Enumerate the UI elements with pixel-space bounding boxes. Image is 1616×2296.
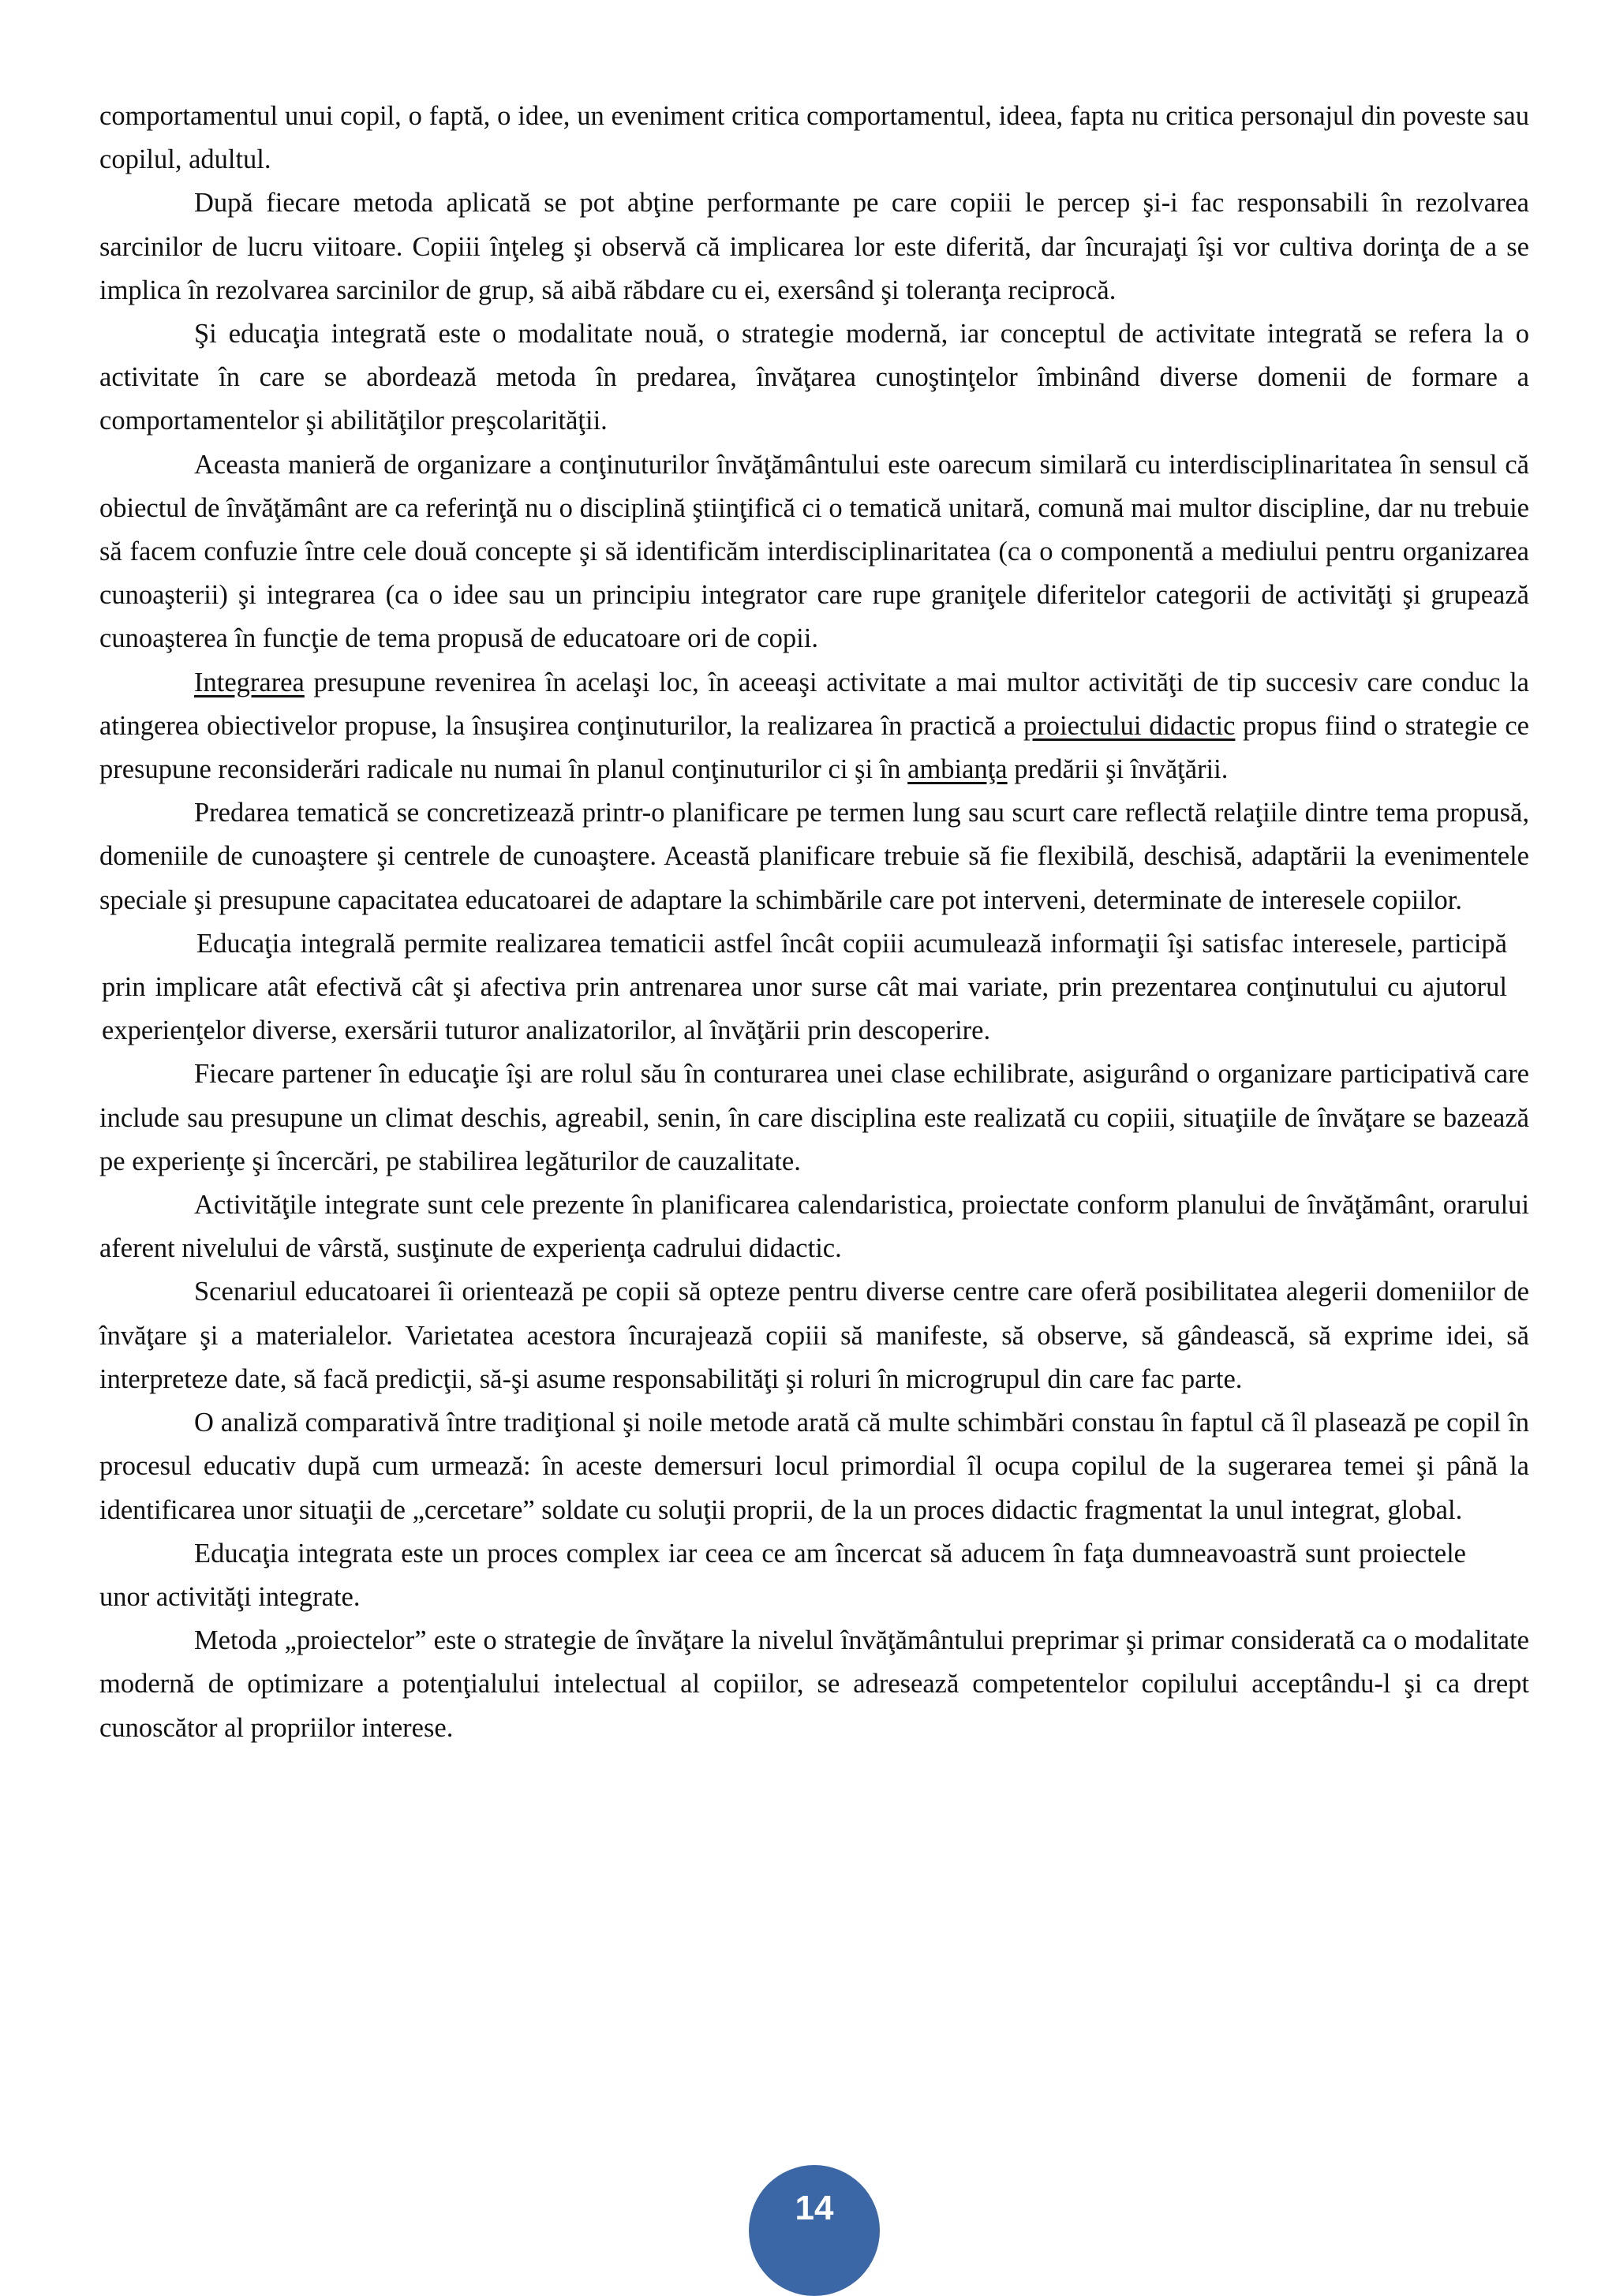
paragraph-9 — [99, 1184, 1529, 1270]
page-number-badge — [749, 2165, 880, 2296]
paragraph-6 — [99, 791, 1529, 922]
paragraph-1 — [99, 95, 1529, 181]
paragraph-13 — [99, 1619, 1529, 1750]
paragraph-4 — [99, 443, 1529, 661]
underlined-term-integrarea: Integrarea — [194, 667, 305, 697]
paragraph-text: Predarea tematică se concretizează printr-o planificare pe termen lung sau scurt care reflectă relaţiile dintre tema propusă, domeniile de cunoaştere şi centrele de cunoaştere. Această planificare trebuie să fie flexibilă, deschisă, adaptării la evenimentele speciale şi presupune capacitatea educatoarei de adaptare la schimbările care pot interveni, determinate de interesele copiilor. — [99, 798, 1529, 915]
paragraph-text: propus fiind o strategie ce presupune reconsiderări radicale nu numai în planul conţinuturilor ci şi în — [99, 710, 1529, 785]
paragraph-5 — [99, 661, 1529, 792]
paragraph-text: Educaţia integrata este un proces complex iar ceea ce am încercat să aducem în faţa dumneavoastră sunt proiectele unor activităţi integrate. — [99, 1538, 1466, 1612]
paragraph-7 — [99, 922, 1529, 1053]
paragraph-text: comportamentul unui copil, o faptă, o idee, un eveniment critica comportamentul, ideea, fapta nu critica personajul din poveste sau copilul, adultul. — [99, 101, 1529, 175]
paragraph-text: După fiecare metoda aplicată se pot abţine performante pe care copiii le percep şi-i fac responsabili în rezolvarea sarcinilor de lucru viitoare. Copiii înţeleg şi observă că implicarea lor este diferită, dar încurajaţi îşi vor cultiva dorinţa de a se implica în rezolvarea sarcinilor de grup, să aibă răbdare cu ei, exersând şi toleranţa reciprocă. — [99, 188, 1529, 305]
underlined-term-ambianta: ambianţa — [907, 754, 1008, 785]
paragraph-text: Metoda „proiectelor” este o strategie de învăţare la nivelul învăţământului preprimar şi primar considerată ca o modalitate modernă de optimizare a potenţialului intelectual al copiilor, se adresează competentelor copilului acceptându-l şi ca drept cunoscător al propriilor interese. — [99, 1625, 1529, 1743]
paragraph-10 — [99, 1270, 1529, 1401]
underlined-term-proiectului-didactic: proiectului didactic — [1023, 710, 1236, 741]
paragraph-text: Educaţia integrală permite realizarea tematicii astfel încât copiii acumulează informaţii îşi satisfac interesele, participă prin implicare atât efectivă cât şi afectiva prin antrenarea unor surse cât mai variate, prin prezentarea conţinutului cu ajutorul experienţelor diverse, exersării tuturor analizatorilor, al învăţării prin descoperire. — [102, 928, 1507, 1046]
paragraph-2 — [99, 181, 1529, 312]
paragraph-text: Aceasta manieră de organizare a conţinuturilor învăţământului este oarecum similară cu interdisciplinaritatea în sensul că obiectul de învăţământ are ca referinţă nu o disciplină ştiinţifică ci o tematică unitară, comună mai multor discipline, dar nu trebuie să facem confuzie între cele două concepte şi să identificăm interdisciplinaritatea (ca o componentă a mediului pentru organizarea cunoaşterii) şi integrarea (ca o idee sau un principiu integrator care rupe graniţele diferitelor categorii de activităţi şi grupează cunoaşterea în funcţie de tema propusă de educatoare ori de copii. — [99, 449, 1529, 654]
paragraph-text: predării şi învăţării. — [1007, 754, 1229, 785]
paragraph-text: Şi educaţia integrată este o modalitate nouă, o strategie modernă, iar conceptul de activitate integrată se refera la o activitate în care se abordează metoda în predarea, învăţarea cunoştinţelor îmbinând diverse domenii de formare a comportamentelor şi abilităţilor preşcolarităţii. — [99, 319, 1529, 436]
paragraph-3 — [99, 312, 1529, 443]
paragraph-text: O analiză comparativă între tradiţional şi noile metode arată că multe schimbări constau în faptul că îl plasează pe copil în procesul educativ după cum urmează: în aceste demersuri locul primordial îl ocupa copilul de la sugerarea temei şi până la identificarea unor situaţii de „cercetare” soldate cu soluţii proprii, de la un proces didactic fragmentat la unul integrat, global. — [99, 1408, 1529, 1525]
paragraph-8 — [99, 1053, 1529, 1184]
paragraph-text: presupune revenirea în acelaşi loc, în aceeaşi activitate a mai multor activităţi de tip succesiv care conduc la atingerea obiectivelor propuse, la însuşirea conţinuturilor, la realizarea în practică a — [99, 667, 1529, 741]
paragraph-11 — [99, 1401, 1529, 1532]
paragraph-text: Scenariul educatoarei îi orientează pe copii să opteze pentru diverse centre care oferă posibilitatea alegerii domeniilor de învăţare şi a materialelor. Varietatea acestora încurajează copiii să manifeste, să observe, să gândească, să exprime idei, să interpreteze date, să facă predicţii, să-şi asume responsabilităţi şi roluri în microgrupul din care fac parte. — [99, 1277, 1529, 1394]
paragraph-text: Activităţile integrate sunt cele prezente în planificarea calendaristica, proiectate conform planului de învăţământ, orarului aferent nivelului de vârstă, susţinute de experienţa cadrului didactic. — [99, 1190, 1529, 1264]
page-number: 14 — [795, 2189, 834, 2227]
paragraph-text: Fiecare partener în educaţie îşi are rolul său în conturarea unei clase echilibrate, asigurând o organizare participativă care include sau presupune un climat deschis, agreabil, senin, în care disciplina este realizată cu copiii, situaţiile de învăţare se bazează pe experienţe şi încercări, pe stabilirea legăturilor de cauzalitate. — [99, 1059, 1529, 1176]
paragraph-12 — [99, 1532, 1529, 1619]
document-body — [99, 95, 1529, 1750]
